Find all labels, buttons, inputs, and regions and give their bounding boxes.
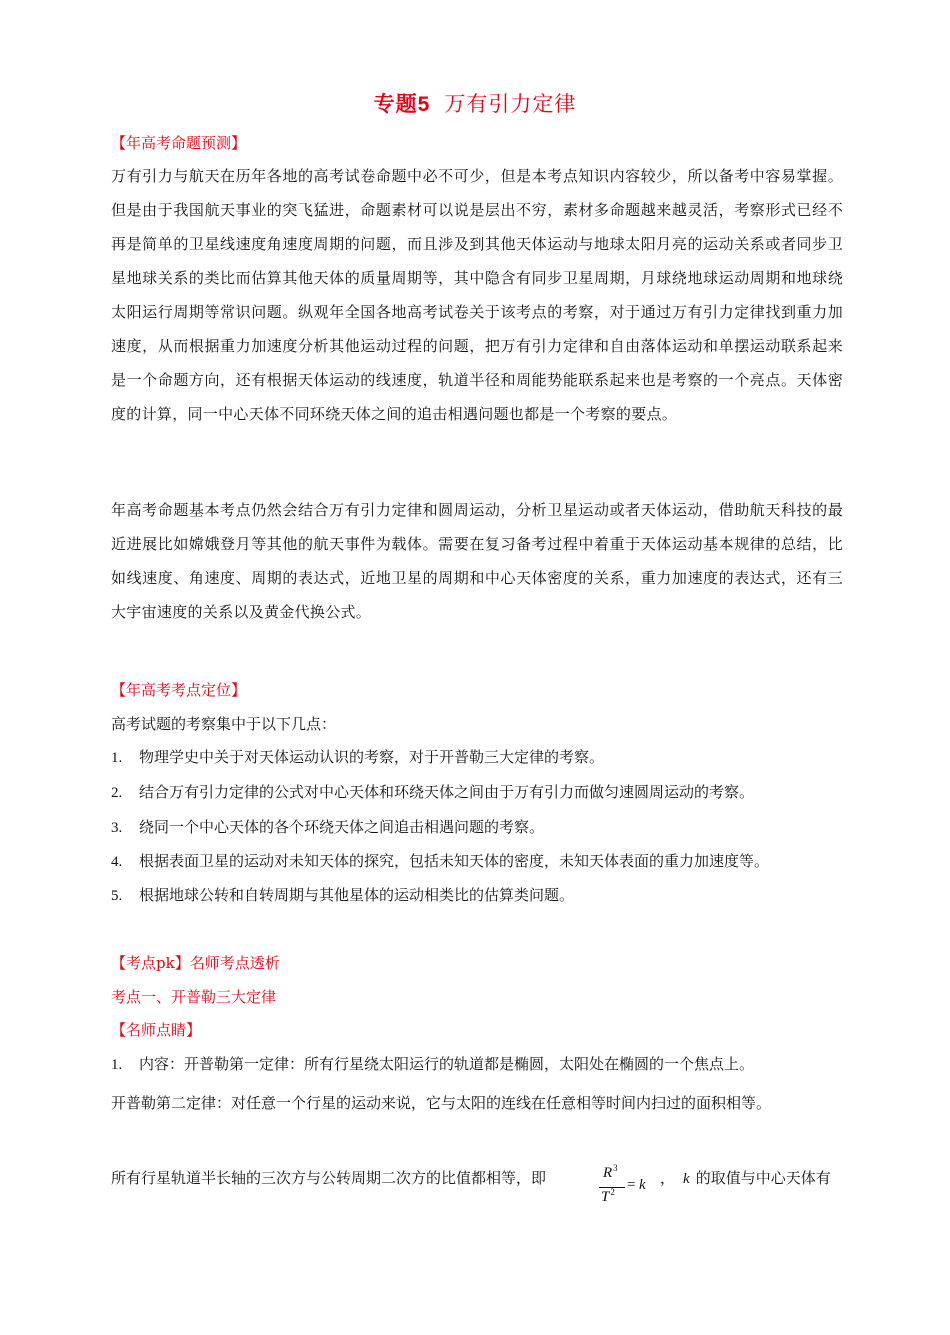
kepler-first-law bbox=[111, 1054, 754, 1075]
list-text: 物理学史中关于对天体运动认识的考察，对于开普勒三大定律的考察。 bbox=[139, 748, 605, 766]
document-title bbox=[0, 88, 950, 121]
formula-R-exponent: 3 bbox=[613, 1163, 618, 1173]
list-number: 5. bbox=[111, 888, 123, 904]
list-item bbox=[111, 747, 604, 768]
third-law-comma: ， bbox=[660, 1169, 676, 1187]
formula-R: R bbox=[603, 1165, 613, 1181]
third-law-before: 所有行星轨道半长轴的三次方与公转周期二次方的比值都相等，即 bbox=[111, 1169, 547, 1187]
formula-numerator bbox=[603, 1165, 618, 1182]
list-text: 绕同一个中心天体的各个环绕天体之间追击相遇问题的考察。 bbox=[139, 818, 545, 836]
title-text: 万有引力定律 bbox=[444, 92, 577, 116]
kepler-second-law: 开普勒第二定律：对任意一个行星的运动来说，它与太阳的连线在任意相等时间内扫过的面积相等。 bbox=[111, 1094, 772, 1112]
third-law-end: 的取值与中心天体有 bbox=[695, 1169, 831, 1187]
list-item bbox=[111, 817, 544, 838]
title-number: 专题5 bbox=[373, 93, 431, 116]
list-number: 4. bbox=[111, 854, 123, 870]
formula-T: T bbox=[601, 1189, 610, 1205]
kepler-third-law-text bbox=[111, 1168, 546, 1188]
tip-heading: 【名师点睛】 bbox=[111, 1021, 202, 1039]
paragraph-prediction-1: 万有引力与航天在历年各地的高考试卷命题中必不可少，但是本考点知识内容较少，所以备考中容易掌握。但是由于我国航天事业的突飞猛进，命题素材可以说是层出不穷，素材多命题越来越灵活，考察形式已经不再是简单的卫星线速度角速度周期的问题，而且涉及到其他天体运动与地球太阳月亮的运动关系或者同步卫星地球关系的类比而估算其他天体的质量周期等，其中隐含有同步卫星周期，月球绕地球运动周期和地球绕太阳运行周期等常识问题。纵观年全国各地高考试卷关于该考点的考察，对于通过万有引力定律找到重力加速度，从而根据重力加速度分析其他运动过程的问题，把万有引力定律和自由落体运动和单摆运动联系起来是一个命题方向，还有根据天体运动的线速度，轨道半径和周能势能联系起来也是考察的一个亮点。天体密度的计算，同一中心天体不同环绕天体之间的追击相遇问题也都是一个考察的要点。 bbox=[111, 167, 843, 423]
third-law-k: k bbox=[683, 1171, 690, 1187]
section-heading-positioning: 【年高考考点定位】 bbox=[111, 681, 247, 699]
list-number: 3. bbox=[111, 820, 123, 836]
list-number: 1. bbox=[111, 1057, 123, 1073]
list-number: 1. bbox=[111, 750, 123, 766]
formula-denominator bbox=[601, 1189, 615, 1206]
formula-k: k bbox=[639, 1177, 646, 1193]
list-item bbox=[111, 851, 769, 872]
list-item bbox=[111, 782, 754, 803]
subheading-kepler: 考点一、开普勒三大定律 bbox=[111, 988, 277, 1006]
section-heading-analysis: 【考点pk】名师考点透析 bbox=[111, 954, 280, 972]
positioning-intro: 高考试题的考察集中于以下几点： bbox=[111, 715, 337, 733]
formula-equals: = bbox=[627, 1177, 636, 1193]
formula-T-exponent: 2 bbox=[610, 1187, 615, 1197]
list-item bbox=[111, 885, 574, 906]
list-text: 内容：开普勒第一定律：所有行星绕太阳运行的轨道都是椭圆，太阳处在椭圆的一个焦点上。 bbox=[139, 1055, 755, 1073]
list-text: 根据地球公转和自转周期与其他星体的运动相类比的估算类问题。 bbox=[139, 886, 575, 904]
section-heading-prediction: 【年高考命题预测】 bbox=[111, 134, 247, 152]
kepler-third-law-tail bbox=[660, 1168, 831, 1189]
list-text: 根据表面卫星的运动对未知天体的探究，包括未知天体的密度，未知天体表面的重力加速度等。 bbox=[139, 852, 770, 870]
kepler-formula bbox=[595, 1165, 665, 1215]
list-text: 结合万有引力定律的公式对中心天体和环绕天体之间由于万有引力而做匀速圆周运动的考察。 bbox=[139, 783, 755, 801]
paragraph-prediction-2: 年高考命题基本考点仍然会结合万有引力定律和圆周运动，分析卫星运动或者天体运动，借助航天科技的最近进展比如嫦娥登月等其他的航天事件为载体。需要在复习备考过程中着重于天体运动基本规律的总结，比如线速度、角速度、周期的表达式，近地卫星的周期和中心天体密度的关系，重力加速度的表达式，还有三大宇宙速度的关系以及黄金代换公式。 bbox=[111, 501, 843, 621]
list-number: 2. bbox=[111, 785, 123, 801]
